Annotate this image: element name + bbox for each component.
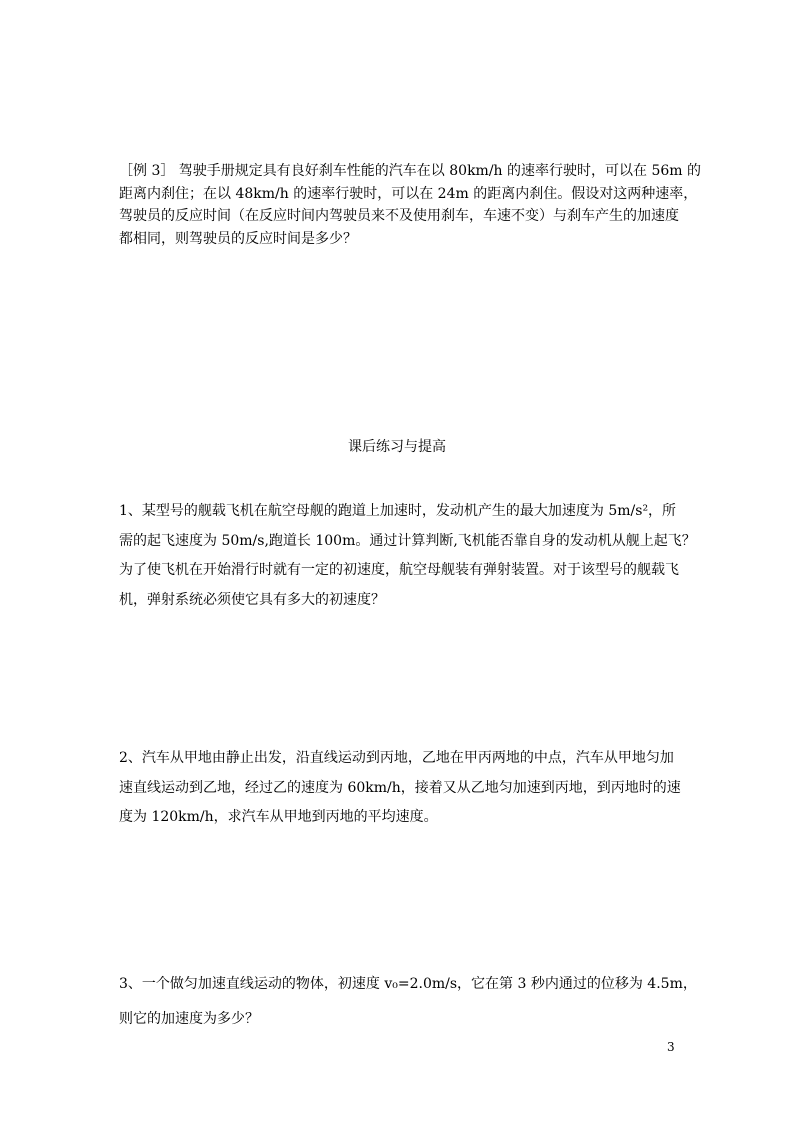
example-line: ［例 3］ 驾驶手册规定具有良好刹车性能的汽车在以 80km/h 的速率行驶时，可以在 56m 的 [119, 163, 702, 179]
question-line: 2、汽车从甲地由静止出发，沿直线运动到丙地，乙地在甲丙两地的中点，汽车从甲地匀加 [119, 750, 674, 766]
question-3 [119, 967, 697, 1037]
question-line: 速直线运动到乙地，经过乙的速度为 60km/h，接着又从乙地匀加速到丙地，到丙地时的速 [119, 779, 681, 796]
question-line: 机，弹射系统必须使它具有多大的初速度？ [119, 591, 385, 608]
example-3-paragraph [119, 160, 702, 250]
question-line: 则它的加速度为多少？ [119, 1011, 259, 1027]
question-1 [119, 497, 696, 615]
question-line: 需的起飞速度为 50m/s,跑道长 100m。通过计算判断,飞机能否靠自身的发动机从舰上起飞？ [119, 532, 696, 549]
section-title: 课后练习与提高 [348, 439, 446, 455]
question-line: 度为 120km/h，求汽车从甲地到丙地的平均速度。 [119, 809, 438, 825]
example-line: 都相同，则驾驶员的反应时间是多少？ [119, 230, 357, 247]
page-number: 3 [667, 1040, 675, 1054]
question-line: 1、某型号的舰载飞机在航空母舰的跑道上加速时，发动机产生的最大加速度为 5m/s²，所 [119, 503, 677, 519]
question-2 [119, 744, 679, 833]
example-line: 驾驶员的反应时间（在反应时间内驾驶员来不及使用刹车，车速不变）与刹车产生的加速度 [119, 208, 679, 224]
question-line: 为了使飞机在开始滑行时就有一定的初速度，航空母舰装有弹射装置。对于该型号的舰载飞 [119, 562, 679, 578]
example-line: 距离内刹住；在以 48km/h 的速率行驶时，可以在 24m 的距离内刹住。假设对这两种速率， [119, 185, 698, 202]
question-line: 3、一个做匀加速直线运动的物体，初速度 v₀=2.0m/s，它在第 3 秒内通过的位移为 4.5m， [119, 976, 697, 992]
